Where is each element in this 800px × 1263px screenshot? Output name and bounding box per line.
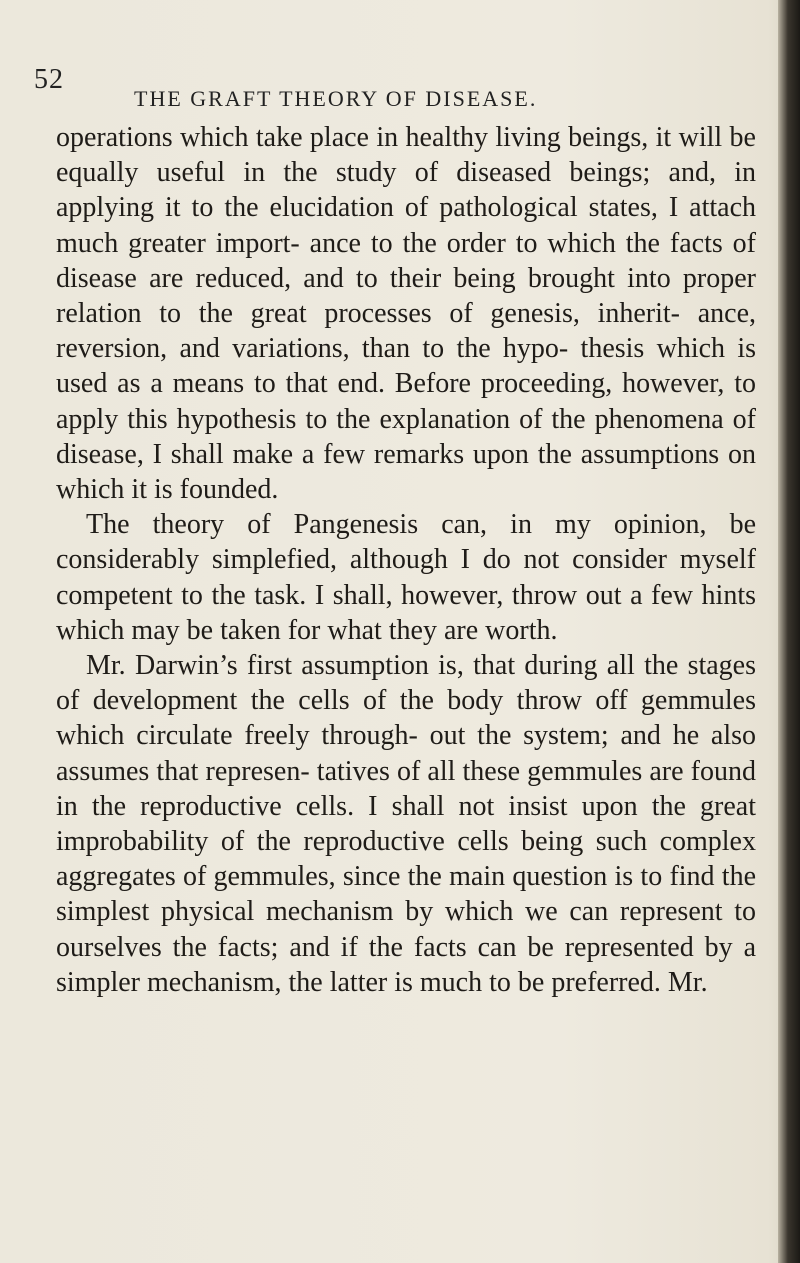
- page-edge-shadow: [778, 0, 800, 1263]
- page-header: [34, 64, 754, 114]
- paragraph-2: The theory of Pangenesis can, in my opinion, be considerably simplefied, although I do not consider myself competent to the task. I shall, however, throw out a few hints which may be taken for what they are worth.: [56, 509, 756, 646]
- body-text: [56, 120, 756, 1000]
- page-number: 52: [34, 64, 64, 95]
- paragraph-3: Mr. Darwin’s first assumption is, that during all the stages of development the cells of the body throw off gemmules which circulate freely through- out the system; and he also assumes that represen- tatives of all these gemmules are found in the reproductive cells. I shall not insist upon the great improbability of the reproductive cells being such complex aggregates of gemmules, since the main question is to find the simplest physical mechanism by which we can represent to ourselves the facts; and if the facts can be represented by a simpler mechanism, the latter is much to be preferred. Mr.: [56, 650, 756, 998]
- paragraph-1: operations which take place in healthy living beings, it will be equally useful in the study of diseased beings; and, in applying it to the elucidation of pathological states, I attach much greater import- ance to the order to which the facts of disease are reduced, and to their being brought into proper relation to the great processes of genesis, inherit- ance, reversion, and variations, than to the hypo- thesis which is used as a means to that end. Before proceeding, however, to apply this hypothesis to the explanation of the phenomena of disease, I shall make a few remarks upon the assumptions on which it is founded.: [56, 122, 756, 506]
- running-title: THE GRAFT THEORY OF DISEASE.: [134, 86, 538, 111]
